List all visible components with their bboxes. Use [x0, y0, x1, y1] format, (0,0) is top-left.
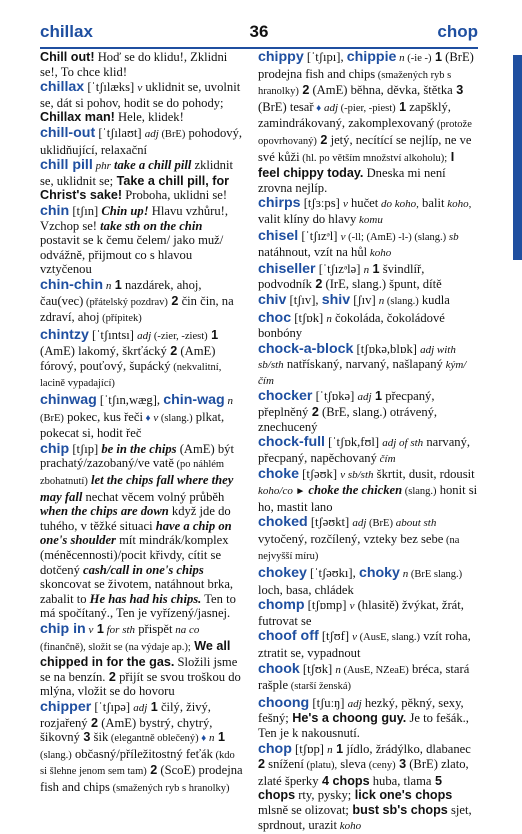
translation: (BrE) tesař: [258, 99, 314, 114]
headword: chipper: [40, 698, 92, 715]
dictionary-entry: [40, 158, 243, 203]
grammar-label: n: [224, 395, 233, 408]
usage-note: (ceny): [366, 760, 396, 772]
headword: chin-wag: [163, 392, 225, 409]
dictionary-entry: [40, 80, 243, 125]
headword: shiv: [321, 291, 351, 308]
grammar-label: n: [206, 732, 215, 745]
grammar-label: v: [352, 631, 358, 644]
grammar-label: n: [363, 263, 370, 276]
example: chops: [329, 773, 370, 788]
example: bust sb's chops: [348, 802, 448, 817]
headword: choke: [258, 466, 300, 483]
sense-number: 2: [167, 293, 179, 308]
grammar-label: v: [85, 623, 94, 636]
translation: švindlíř, podvodník: [258, 261, 425, 292]
grammar-label: koho: [337, 819, 362, 832]
grammar-label: koho/co: [258, 485, 293, 498]
pronunciation: [ˈtʃıpə]: [91, 699, 134, 714]
translation: bréca, stará rašple: [258, 661, 470, 693]
translation: Hlavu vzhůru!, Vzchop se!: [40, 203, 229, 233]
grammar-label: adj: [144, 127, 159, 140]
grammar-label: for sth: [103, 623, 136, 636]
dictionary-entry: [40, 204, 243, 277]
example: I feel chippy today.: [258, 149, 455, 181]
dictionary-entry: [258, 389, 479, 434]
sense-number: 1: [431, 50, 443, 64]
pronunciation: [ˈtʃın,wæg],: [96, 393, 164, 408]
sense-number: 1: [93, 621, 104, 636]
right-column: [258, 50, 479, 834]
pronunciation: [tʃıp]: [69, 441, 102, 456]
headword: chook: [258, 660, 300, 677]
translation: když jde do tuhého, v těžké situaci: [40, 504, 231, 533]
usage-note: (starší ženská): [288, 681, 352, 693]
grammar-label: v: [340, 230, 346, 243]
translation: postavit se k čemu čelem/ jako muž/ odvážně, přijmout co s hlavou vztyčenou: [40, 233, 224, 277]
dictionary-entry: [40, 328, 243, 392]
example: chops: [258, 788, 296, 803]
dictionary-entry: [258, 598, 479, 628]
headword: chock-a-block: [258, 340, 354, 357]
grammar-label: about sth: [392, 517, 437, 530]
grammar-label: adj: [321, 101, 339, 114]
translation: škrtit, dusit, rdousit: [373, 467, 475, 482]
grammar-label: v sb/sth: [340, 469, 374, 482]
grammar-label: sb: [446, 230, 459, 243]
dictionary-entry: [258, 515, 479, 565]
grammar-label: komu: [356, 213, 383, 226]
header-last-word: chop: [437, 22, 478, 41]
diamond-icon: ♦: [313, 102, 322, 114]
translation: Ten to má spočítaný., Ten je vyřízený/jasnej.: [40, 591, 236, 621]
sense-number: 2: [311, 277, 323, 292]
dictionary-entry: [40, 622, 243, 699]
phrase: He has had his chips.: [86, 591, 202, 606]
grammar-label: čím: [376, 452, 396, 465]
grammar-label: n: [327, 743, 333, 756]
headword: chisel: [258, 227, 299, 244]
translation: nechat věcem volný průběh: [82, 489, 225, 504]
pronunciation: [tʃɒkə,blɒk]: [353, 341, 421, 356]
translation: Dneska mi není zrovna nejlíp.: [258, 166, 446, 195]
usage-note: (platu),: [303, 760, 338, 772]
example: lick one's chops: [351, 788, 453, 803]
usage-note: (BrE): [40, 412, 64, 424]
usage-note: (smažených ryb s hranolky): [109, 782, 230, 794]
pronunciation: [tʃʊf]: [318, 629, 353, 644]
usage-note: (elegantně oblečený): [108, 733, 199, 745]
translation: pohodový, uklidňující, relaxační: [40, 125, 243, 157]
pronunciation: [ˈtʃızᵊlə]: [315, 261, 364, 276]
dictionary-entry: [40, 700, 243, 797]
headword: chokey: [258, 565, 307, 581]
grammar-label: adj: [137, 329, 152, 342]
phrase: let the chips fall where they may fall: [40, 473, 234, 504]
grammar-label: n: [399, 568, 409, 580]
sense-number: 2: [146, 763, 158, 778]
grammar-label: adj: [357, 391, 372, 404]
translation: natřískaný, narvaný, našlapaný: [283, 357, 443, 372]
headword: chomp: [258, 597, 305, 614]
phrase: when the chips are down: [40, 504, 169, 519]
usage-note: (AusE, NZeaE): [340, 664, 409, 676]
headword: chin-chin: [40, 276, 104, 293]
headword: choof off: [258, 628, 319, 645]
usage-note: (slang.): [158, 412, 193, 424]
pronunciation: [tʃın]: [69, 203, 102, 218]
translation: valit klíny do hlavy: [258, 211, 357, 226]
dictionary-entry: [258, 467, 479, 514]
grammar-label: phr: [92, 160, 111, 173]
left-column: [40, 50, 243, 798]
dictionary-entry: [258, 742, 479, 834]
pronunciation: [tʃıv],: [286, 292, 322, 307]
pronunciation: [tʃəʊkt]: [307, 515, 353, 530]
translation: přecpaný, přeplněný: [258, 389, 435, 420]
usage-note: (-ie -): [404, 53, 432, 64]
pronunciation: [ˈtʃılaʊt]: [95, 125, 145, 140]
sense-number: 3: [395, 757, 407, 772]
grammar-label: adj of sth: [382, 437, 424, 450]
translation: hezký, pěkný, sexy, fešný;: [258, 695, 464, 726]
usage-note: (slang.): [384, 295, 419, 307]
grammar-label: n: [326, 312, 332, 325]
phrase: choke the chicken: [305, 483, 403, 498]
translation: (BrE, slang.) otrávený, znechucený: [258, 405, 438, 434]
translation: mít mindrák/komplex (méněcennosti)/pocit křivdy, cítit se dotčený: [40, 533, 229, 577]
headword: choked: [258, 514, 308, 531]
translation: sjet, sprdnout, urazit: [258, 802, 472, 832]
headword: chin: [40, 202, 70, 219]
pronunciation: [ˈtʃızᵊl]: [298, 228, 341, 243]
translation: přispět: [135, 621, 173, 636]
pronunciation: [ˈtʃılæks]: [84, 80, 138, 95]
sense-number: 2: [316, 132, 328, 147]
sense-number: 1: [371, 389, 383, 404]
translation: (ScoE) prodejna fish and chips: [40, 763, 243, 794]
headword: chip in: [40, 620, 86, 637]
grammar-label: na co: [172, 623, 200, 636]
grammar-label: n: [396, 52, 405, 64]
sense-number: 3: [79, 730, 91, 745]
translation: rty, pysky;: [295, 788, 352, 803]
usage-note: (AusE, slang.): [357, 632, 421, 644]
translation: čilý, živý, rozjařený: [40, 699, 211, 730]
dictionary-entry: [258, 196, 479, 227]
translation: mlsně se olizovat;: [258, 802, 349, 817]
headword: chock-full: [258, 434, 326, 451]
translation: (BrE) zlato, zlaté šperky: [258, 757, 469, 788]
translation: (IrE, slang.) špunt, dítě: [322, 277, 442, 292]
translation: (AmE) běhna, děvka, štětka: [309, 83, 453, 98]
headword: chillax: [40, 79, 85, 96]
headword: choky: [358, 565, 400, 581]
translation: skoncovat se životem, natáhnout brka, zabalit to: [40, 577, 234, 606]
headword: chippie: [346, 49, 397, 65]
grammar-label: adj with sb/sth: [258, 343, 456, 372]
usage-note: (finančně), složit se: [40, 641, 123, 653]
phrase: be in the chips: [101, 441, 177, 456]
pronunciation: [ˈtʃɒkə]: [312, 389, 358, 404]
translation: zklidnit se, uklidnit se;: [40, 158, 233, 188]
pronunciation: [tʃuːŋ]: [309, 695, 348, 710]
headword: chip: [40, 440, 70, 457]
translation: huba, tlama: [369, 773, 432, 788]
sense-number: 2: [166, 344, 178, 359]
translation: (AmE) lakomý, škrťácký: [40, 344, 167, 359]
translation: narvaný, přecpaný, napěchovaný: [258, 435, 471, 465]
diamond-icon: ♦: [198, 733, 207, 745]
sense-number: 1: [332, 741, 344, 756]
dictionary-entry: [258, 311, 479, 341]
dictionary-entry: [258, 293, 479, 310]
translation: balit: [418, 196, 445, 211]
grammar-label: adj: [352, 517, 367, 530]
sense-number: 1: [395, 99, 407, 114]
dictionary-entry: [258, 435, 479, 466]
usage-note: (nekvalitní, lacině vypadající): [40, 361, 222, 390]
dictionary-entry: [258, 229, 479, 261]
translation: sleva: [337, 757, 367, 772]
headword: chiseller: [258, 260, 316, 277]
pronunciation: [ˈtʃəʊkı],: [306, 566, 359, 580]
usage-note: (na nejvyšší míru): [258, 534, 460, 563]
dictionary-entry: [258, 662, 479, 695]
dictionary-entry: [40, 50, 243, 79]
translation: jetý, necítící se nejlíp, ne ve své kůži: [258, 132, 472, 164]
grammar-label: koho,: [444, 198, 472, 211]
dictionary-entry: [258, 696, 479, 741]
translation: hučet: [347, 196, 379, 211]
translation: loch, basa, chládek: [258, 582, 354, 597]
translation: (AmE) bystrý, chytrý, šikovný: [40, 715, 213, 745]
dictionary-entry: [258, 629, 479, 660]
usage-note: (BrE): [366, 518, 393, 530]
translation: čin čin, na zdraví, ahoj: [40, 293, 234, 325]
diamond-icon: ♦: [142, 412, 151, 424]
usage-note: (přátelský pozdrav): [83, 296, 168, 308]
headword: chippy: [258, 49, 304, 65]
pronunciation: [tʃəʊk]: [299, 467, 341, 482]
page-header: [40, 22, 478, 44]
dictionary-entry: [258, 566, 479, 597]
grammar-label: kým/čím: [258, 359, 467, 387]
translation: vytočený, rozčílený, vzteky bez sebe: [258, 531, 444, 546]
sense-number: 2: [258, 757, 266, 772]
sense-number: 4: [318, 773, 330, 788]
translation: plkat, pokecat si, hodit řeč: [40, 409, 225, 441]
phrase: cash/call in one's chips: [79, 562, 204, 577]
translation: Složili jsme se na benzín.: [40, 655, 238, 684]
grammar-label: v: [137, 82, 143, 95]
phrase: have a chip on one's shoulder: [40, 518, 232, 548]
grammar-label: do koho,: [378, 198, 419, 211]
sense-number: 2: [87, 715, 99, 730]
pronunciation: [tʃɒmp]: [304, 598, 350, 613]
usage-note: (slang.): [40, 749, 72, 761]
pronunciation: [tʃɜːps]: [300, 196, 343, 211]
grammar-label: adj: [347, 697, 362, 710]
sense-number: 5: [431, 773, 443, 788]
pronunciation: [tʃʊk]: [299, 661, 336, 676]
usage-note: (BrE slang.): [408, 569, 463, 580]
usage-note: (smažených ryb s hranolky): [258, 69, 452, 98]
sense-number: 2: [308, 405, 319, 420]
example: Take a chill pill, for Christ's sake!: [40, 173, 230, 203]
usage-note: (-zier, -ziest): [151, 330, 208, 342]
sense-number: 1: [147, 699, 158, 714]
usage-note: (-pier, -piest): [338, 102, 396, 114]
dictionary-entry: [40, 442, 243, 621]
pronunciation: [ʃıv]: [350, 292, 379, 307]
translation: občasný/příležitostný feťák: [71, 746, 213, 761]
usage-note: (po náhlém zbohatnutí): [40, 459, 225, 488]
translation: pokec, kus řeči: [63, 409, 143, 424]
usage-note: (protože opovrhovaný): [258, 119, 472, 147]
sense-number: 1: [207, 327, 219, 342]
usage-note: (přípitek): [99, 313, 142, 325]
grammar-label: adj: [133, 701, 148, 714]
headword: chill-out: [40, 124, 96, 141]
grammar-label: v: [349, 600, 355, 613]
translation: Hele, klidek!: [114, 110, 184, 125]
pronunciation: [ˈtʃıntsı]: [88, 327, 138, 342]
translation: Je to fešák., Ten je k nakousnutí.: [258, 711, 469, 740]
translation: (AmE) být prachatý/zazobaný/ve vatě: [40, 441, 234, 471]
usage-note: (hl. po větším množství alkoholu);: [299, 152, 448, 164]
pronunciation: [tʃɒp]: [291, 741, 328, 756]
translation: Proboha, uklidni se!: [122, 188, 228, 203]
dictionary-entry: [40, 278, 243, 327]
usage-note: (BrE): [158, 128, 186, 140]
dictionary-entry: [258, 342, 479, 389]
phrase: take sth on the chin: [97, 218, 203, 233]
translation: čokoláda, čokoládové bonbóny: [258, 310, 445, 341]
translation: kudla: [418, 292, 450, 307]
translation: snížení: [265, 757, 304, 772]
translation: (BrE) prodejna fish and chips: [258, 50, 474, 81]
translation: jídlo, žrádýlko, dlabanec: [343, 741, 471, 756]
headword: chiv: [258, 291, 287, 308]
example: We all chipped in for the gas.: [40, 638, 231, 670]
headword: chinwag: [40, 392, 97, 409]
headword: choc: [258, 309, 292, 326]
translation: šik: [90, 730, 109, 745]
arrow-icon: ►: [292, 486, 306, 498]
example: He's a choong guy.: [288, 711, 407, 726]
translation: uklidnit se, uvolnit se, dát si pohov, hodit se do pohody;: [40, 80, 241, 110]
usage-note: (na výdaje ap.);: [122, 641, 191, 653]
usage-note: (slang.): [402, 486, 437, 498]
pronunciation: [tʃɒk]: [291, 310, 327, 325]
dictionary-entry: [258, 262, 479, 292]
usage-note: (kdo si šlehne jenom sem tam): [40, 749, 235, 778]
grammar-label: v: [342, 198, 348, 211]
translation: přijít se svou troškou do mlýna, vložit se do hovoru: [40, 669, 241, 699]
translation: zapšklý, zamindrákovaný, zakomplexovaný: [258, 99, 451, 131]
sense-number: 2: [298, 83, 310, 98]
grammar-label: n: [378, 294, 385, 307]
grammar-label: koho: [367, 247, 392, 260]
usage-note: (-ll; (AmE) -l-) (slang.): [345, 231, 447, 243]
headword: chill pill: [40, 157, 93, 174]
sense-number: 1: [111, 277, 122, 292]
translation: (hlasitě) žvýkat, žrát, futrovat se: [258, 598, 464, 628]
example: Chillax man!: [40, 110, 115, 125]
translation: (AmE) fórový, pouťový, šupácký: [40, 344, 216, 373]
page-number: 36: [249, 22, 269, 41]
translation: honit si ho, mastit lano: [258, 483, 478, 514]
translation: Hoď se do klidu!, Zklidni se!, To chce klid!: [40, 50, 228, 79]
translation: nazdárek, ahoj, čau(vec): [40, 277, 202, 308]
headword: choong: [258, 694, 310, 711]
headword: chop: [258, 740, 292, 757]
headword: chirps: [258, 195, 301, 212]
sense-number: 1: [369, 261, 380, 276]
header-first-word: chillax: [40, 22, 93, 41]
sense-number: 2: [105, 669, 116, 684]
pronunciation: [ˈtʃıpı],: [303, 50, 347, 64]
example: Chill out!: [40, 50, 95, 64]
headword: chintzy: [40, 326, 89, 343]
sense-number: 3: [452, 83, 464, 98]
dictionary-entry: [40, 393, 243, 441]
dictionary-entry: [40, 126, 243, 157]
thumb-index-tab: [513, 55, 522, 260]
grammar-label: v: [150, 411, 159, 424]
grammar-label: n: [335, 663, 341, 676]
translation: vzít roha, ztratit se, vypadnout: [258, 629, 471, 660]
sense-number: 1: [214, 730, 226, 745]
translation: natáhnout, vzít na hůl: [258, 245, 368, 260]
phrase: Chin up!: [101, 203, 149, 218]
pronunciation: [ˈtʃɒk,fʊl]: [325, 435, 383, 450]
dictionary-entry: [258, 50, 479, 195]
headword: chocker: [258, 388, 313, 405]
phrase: take a chill pill: [110, 158, 192, 173]
grammar-label: n: [103, 279, 112, 292]
